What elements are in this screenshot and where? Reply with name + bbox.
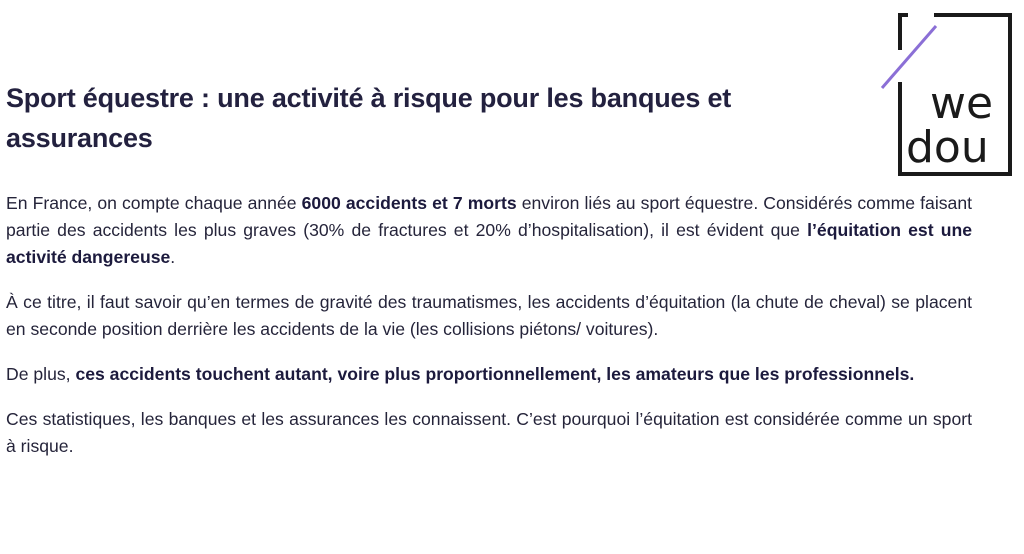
logo-accent-line xyxy=(882,26,936,88)
paragraph-text: Ces statistiques, les banques et les assurances les connaissent. C’est pourquoi l’équitation est considérée comme un sport à risque. xyxy=(6,409,972,456)
paragraph-highlight: 6000 accidents et 7 morts xyxy=(301,193,517,213)
article-paragraph xyxy=(6,406,972,460)
logo-text-we: we xyxy=(930,78,994,129)
paragraph-highlight: ces accidents touchent autant, voire plus proportionnellement, les amateurs que les professionnels. xyxy=(75,364,915,384)
paragraph-text: environ liés au sport équestre. Considérés comme faisant partie des accidents les plus graves (30% de fractures et 20% d’hospitalisation), il est évident que xyxy=(6,193,972,240)
paragraph-text: À ce titre, il faut savoir qu’en termes de gravité des traumatismes, les accidents d’équitation (la chute de cheval) se placent en seconde position derrière les accidents de la vie (les collisions piétons/ voitures). xyxy=(6,292,972,339)
paragraph-highlight: l’équitation est une activité dangereuse xyxy=(6,220,972,267)
article-paragraph xyxy=(6,361,972,388)
wedou-logo[interactable] xyxy=(896,12,1012,176)
article-body xyxy=(6,190,972,478)
article-title: Sport équestre : une activité à risque pour les banques et assurances xyxy=(6,83,732,153)
article-paragraph xyxy=(6,289,972,343)
logo-text-dou: dou xyxy=(906,122,989,173)
article-paragraph xyxy=(6,190,972,271)
paragraph-text: . xyxy=(170,247,176,267)
paragraph-text: De plus, xyxy=(6,364,76,384)
paragraph-text: En France, on compte chaque année xyxy=(6,193,302,213)
